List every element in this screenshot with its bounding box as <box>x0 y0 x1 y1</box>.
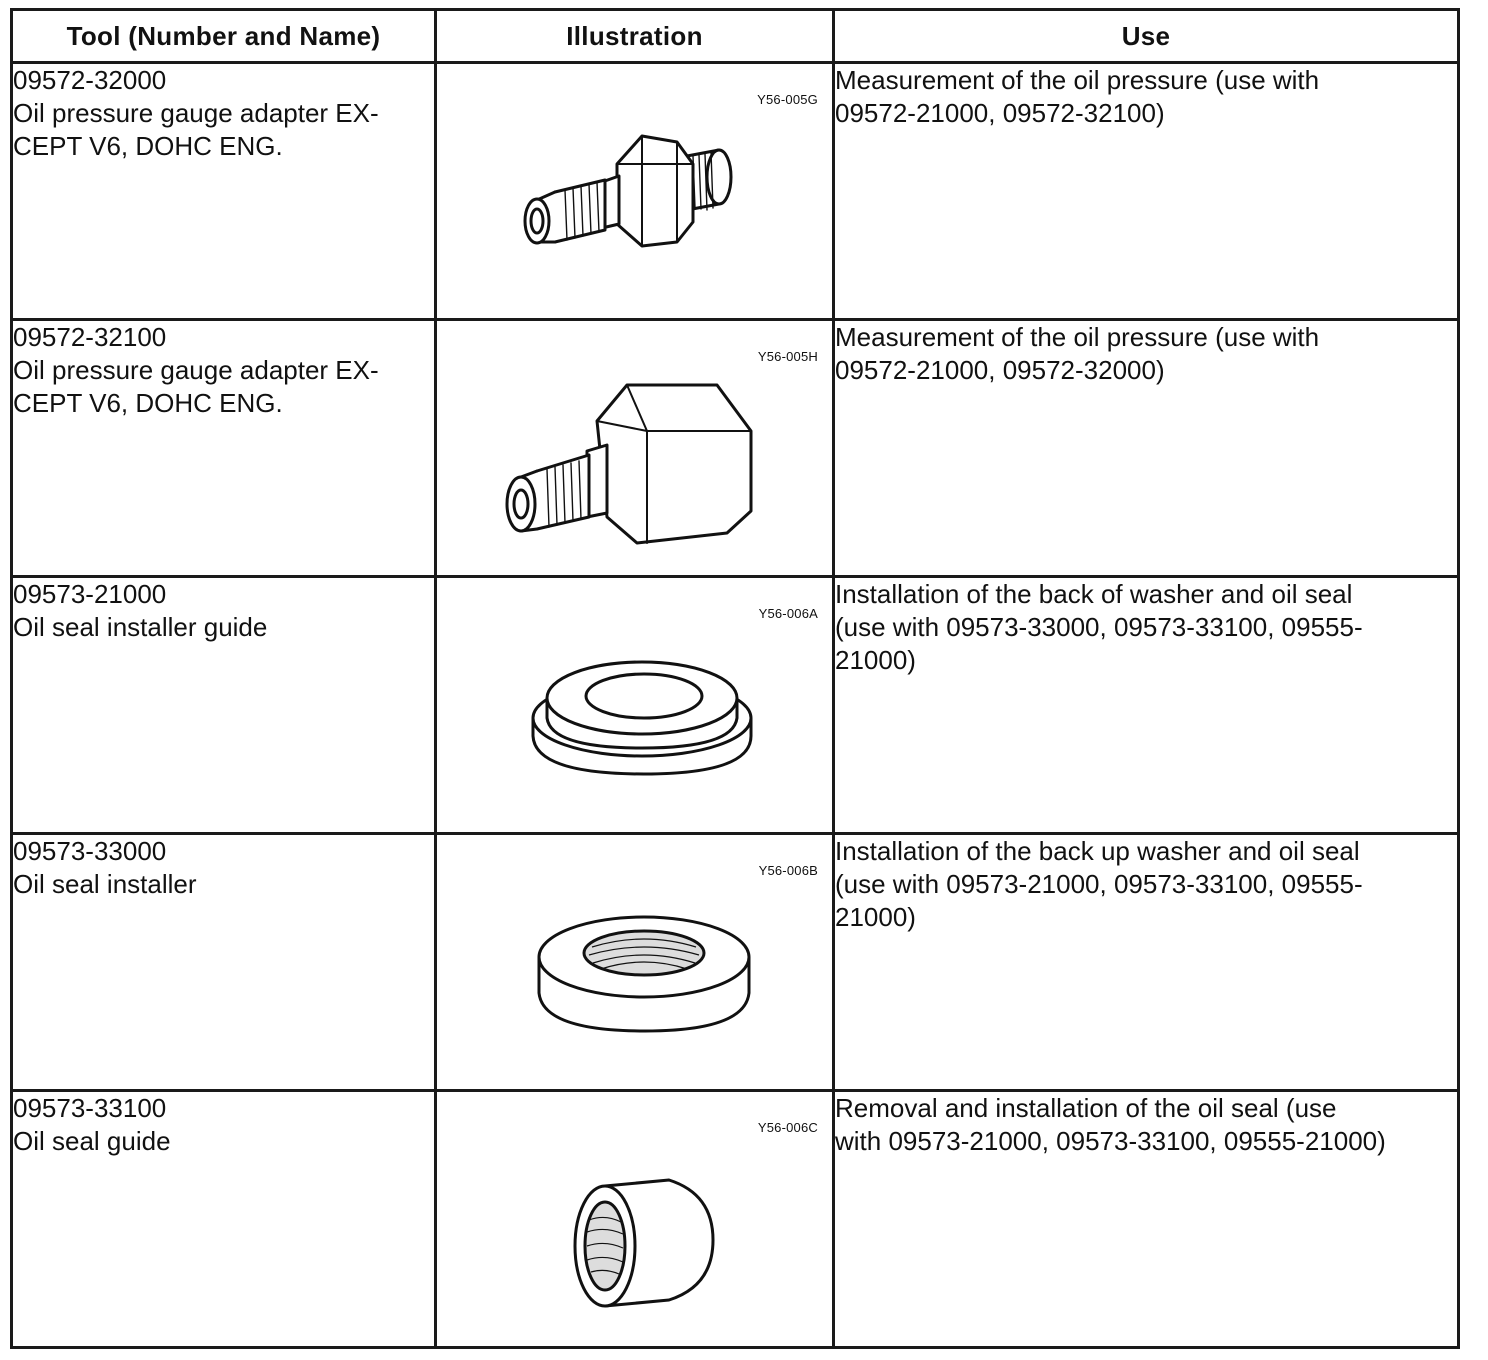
use-line: Installation of the back up washer and oil seal <box>835 836 1360 866</box>
tool-number: 09572-32000 <box>13 65 167 95</box>
table-row <box>12 577 1459 834</box>
illustration-cell <box>436 1091 834 1348</box>
tool-cell <box>12 320 436 577</box>
sleeve-cylinder-icon <box>437 1092 835 1342</box>
header-tool: Tool (Number and Name) <box>12 10 436 63</box>
use-line: (use with 09573-21000, 09573-33100, 09555- <box>835 869 1363 899</box>
use-line: (use with 09573-33000, 09573-33100, 09555- <box>835 612 1363 642</box>
table-row <box>12 834 1459 1091</box>
tool-cell <box>12 63 436 320</box>
header-illustration: Illustration <box>436 10 834 63</box>
tool-number: 09573-21000 <box>13 579 167 609</box>
use-cell <box>834 577 1459 834</box>
figure-code: Y56-006B <box>758 863 818 878</box>
use-line: 21000) <box>835 902 916 932</box>
tool-cell <box>12 834 436 1091</box>
table-row <box>12 1091 1459 1348</box>
tool-name-line: CEPT V6, DOHC ENG. <box>13 388 283 418</box>
tool-name-line: Oil pressure gauge adapter EX- <box>13 355 379 385</box>
figure-code: Y56-006A <box>758 606 818 621</box>
table-header-row <box>12 10 1459 63</box>
illustration-cell <box>436 577 834 834</box>
use-line: 09572-21000, 09572-32000) <box>835 355 1165 385</box>
tool-cell <box>12 1091 436 1348</box>
tool-number: 09572-32100 <box>13 322 167 352</box>
illustration-cell <box>436 320 834 577</box>
hex-adapter-fitting-icon <box>437 321 835 571</box>
use-cell <box>834 320 1459 577</box>
use-line: Installation of the back of washer and oil seal <box>835 579 1353 609</box>
tool-name-line: Oil seal installer guide <box>13 612 268 642</box>
use-line: 21000) <box>835 645 916 675</box>
pipe-adapter-fitting-icon <box>437 64 835 294</box>
use-line: Measurement of the oil pressure (use with <box>835 65 1320 95</box>
tool-number: 09573-33000 <box>13 836 167 866</box>
tool-name-line: Oil pressure gauge adapter EX- <box>13 98 379 128</box>
special-tools-table <box>10 8 1460 1349</box>
tool-name-line: Oil seal installer <box>13 869 197 899</box>
threaded-disc-icon <box>437 835 835 1085</box>
use-cell <box>834 63 1459 320</box>
flanged-ring-icon <box>437 578 835 828</box>
use-cell <box>834 834 1459 1091</box>
figure-code: Y56-006C <box>757 1120 818 1135</box>
tool-cell <box>12 577 436 834</box>
use-line: Measurement of the oil pressure (use with <box>835 322 1320 352</box>
tool-name-line: CEPT V6, DOHC ENG. <box>13 131 283 161</box>
use-cell <box>834 1091 1459 1348</box>
figure-code: Y56-005G <box>757 92 818 107</box>
figure-code: Y56-005H <box>757 349 818 364</box>
tool-number: 09573-33100 <box>13 1093 167 1123</box>
use-line: Removal and installation of the oil seal (use <box>835 1093 1337 1123</box>
table-row <box>12 320 1459 577</box>
use-line: with 09573-21000, 09573-33100, 09555-21000) <box>835 1126 1386 1156</box>
tool-name-line: Oil seal guide <box>13 1126 171 1156</box>
table-row <box>12 63 1459 320</box>
header-use: Use <box>834 10 1459 63</box>
illustration-cell <box>436 63 834 320</box>
illustration-cell <box>436 834 834 1091</box>
use-line: 09572-21000, 09572-32100) <box>835 98 1165 128</box>
